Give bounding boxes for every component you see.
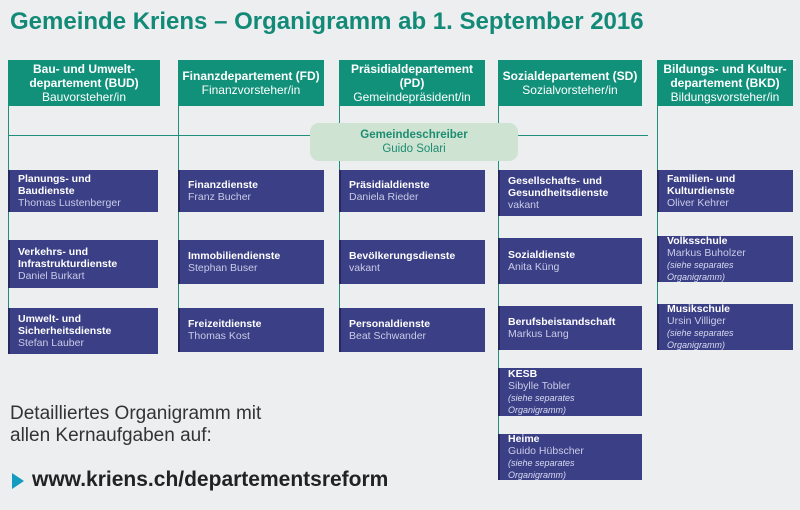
unit-person: vakant xyxy=(508,199,539,211)
page-title: Gemeinde Kriens – Organigramm ab 1. September 2016 xyxy=(10,8,644,35)
unit-box xyxy=(498,170,642,216)
unit-title: Berufsbeistandschaft xyxy=(508,316,616,328)
unit-person: Stefan Lauber xyxy=(18,337,84,349)
gemeindeschreiber-box xyxy=(310,123,518,161)
unit-title: Bevölkerungsdienste xyxy=(349,250,456,262)
unit-note: (siehe separates Organigramm) xyxy=(667,260,734,282)
unit-person: Thomas Lustenberger xyxy=(18,197,121,209)
unit-title: Familien- und Kulturdienste xyxy=(667,173,736,197)
department-subtitle: Finanzvorsteher/in xyxy=(201,83,301,97)
unit-title: Sozialdienste xyxy=(508,249,576,261)
department-fd xyxy=(178,60,324,106)
department-subtitle: Bauvorsteher/in xyxy=(41,90,127,104)
department-title: Finanzdepartement (FD) xyxy=(182,69,320,83)
unit-box xyxy=(178,170,324,212)
unit-box xyxy=(498,238,642,284)
unit-person: Oliver Kehrer xyxy=(667,197,729,209)
department-bkd xyxy=(657,60,793,106)
unit-person: Stephan Buser xyxy=(188,262,258,274)
department-title: Sozialdepartement (SD) xyxy=(502,69,638,83)
unit-box xyxy=(339,308,485,352)
arrow-right-icon xyxy=(12,473,24,489)
department-title: Bildungs- und Kultur-departement (BKD) xyxy=(663,62,787,90)
unit-note: (siehe separates Organigramm) xyxy=(667,328,734,350)
connector-line-col-2 xyxy=(178,106,179,340)
unit-title: Planungs- und Baudienste xyxy=(18,173,91,197)
unit-title: Präsidialdienste xyxy=(349,179,430,191)
unit-title: Verkehrs- und Infrastrukturdienste xyxy=(18,246,118,270)
department-bud xyxy=(8,60,160,106)
info-text: Detailliertes Organigramm mit allen Kernaufgaben auf: xyxy=(10,403,262,446)
connector-line-col-1 xyxy=(8,106,9,340)
unit-title: Finanzdienste xyxy=(188,179,259,191)
gemeindeschreiber-name: Guido Solari xyxy=(382,143,446,155)
unit-title: Volksschule xyxy=(667,235,728,247)
unit-box xyxy=(339,240,485,284)
unit-box xyxy=(657,236,793,282)
department-sd xyxy=(498,60,642,106)
department-pd xyxy=(339,60,485,106)
unit-person: Markus Buholzer xyxy=(667,247,746,259)
department-subtitle: Sozialvorsteher/in xyxy=(522,83,618,97)
unit-title: Gesellschafts- und Gesundheitsdienste xyxy=(508,175,609,199)
department-title: Präsidialdepartement (PD) xyxy=(350,62,474,90)
unit-box xyxy=(498,306,642,350)
unit-box xyxy=(178,240,324,284)
unit-title: Musikschule xyxy=(667,303,731,315)
unit-person: Markus Lang xyxy=(508,328,569,340)
department-title: Bau- und Umwelt-departement (BUD) xyxy=(29,62,139,90)
unit-person: Anita Küng xyxy=(508,261,560,273)
gemeindeschreiber-title: Gemeindeschreiber xyxy=(360,129,468,141)
unit-person: Sibylle Tobler xyxy=(508,380,571,392)
unit-box xyxy=(8,308,158,354)
unit-box xyxy=(178,308,324,352)
unit-title: Personaldienste xyxy=(349,318,431,330)
unit-person: Daniel Burkart xyxy=(18,270,85,282)
unit-box xyxy=(657,170,793,212)
unit-person: Thomas Kost xyxy=(188,330,250,342)
unit-person: Guido Hübscher xyxy=(508,445,584,457)
unit-title: Immobiliendienste xyxy=(188,250,281,262)
unit-note: (siehe separates Organigramm) xyxy=(508,393,575,415)
unit-title: Heime xyxy=(508,433,540,445)
unit-person: Franz Bucher xyxy=(188,191,252,203)
unit-box xyxy=(657,304,793,350)
unit-box xyxy=(339,170,485,212)
unit-title: KESB xyxy=(508,368,538,380)
department-subtitle: Gemeindepräsident/in xyxy=(353,90,471,104)
unit-person: Beat Schwander xyxy=(349,330,427,342)
unit-box xyxy=(498,368,642,416)
unit-person: Ursin Villiger xyxy=(667,315,726,327)
unit-title: Freizeitdienste xyxy=(188,318,262,330)
unit-box xyxy=(8,240,158,288)
department-subtitle: Bildungsvorsteher/in xyxy=(670,90,780,104)
unit-note: (siehe separates Organigramm) xyxy=(508,458,575,480)
unit-title: Umwelt- und Sicherheitsdienste xyxy=(18,313,112,337)
unit-person: vakant xyxy=(349,262,380,274)
unit-box xyxy=(8,170,158,212)
website-link[interactable]: www.kriens.ch/departementsreform xyxy=(32,468,389,491)
unit-box xyxy=(498,434,642,480)
unit-person: Daniela Rieder xyxy=(349,191,419,203)
